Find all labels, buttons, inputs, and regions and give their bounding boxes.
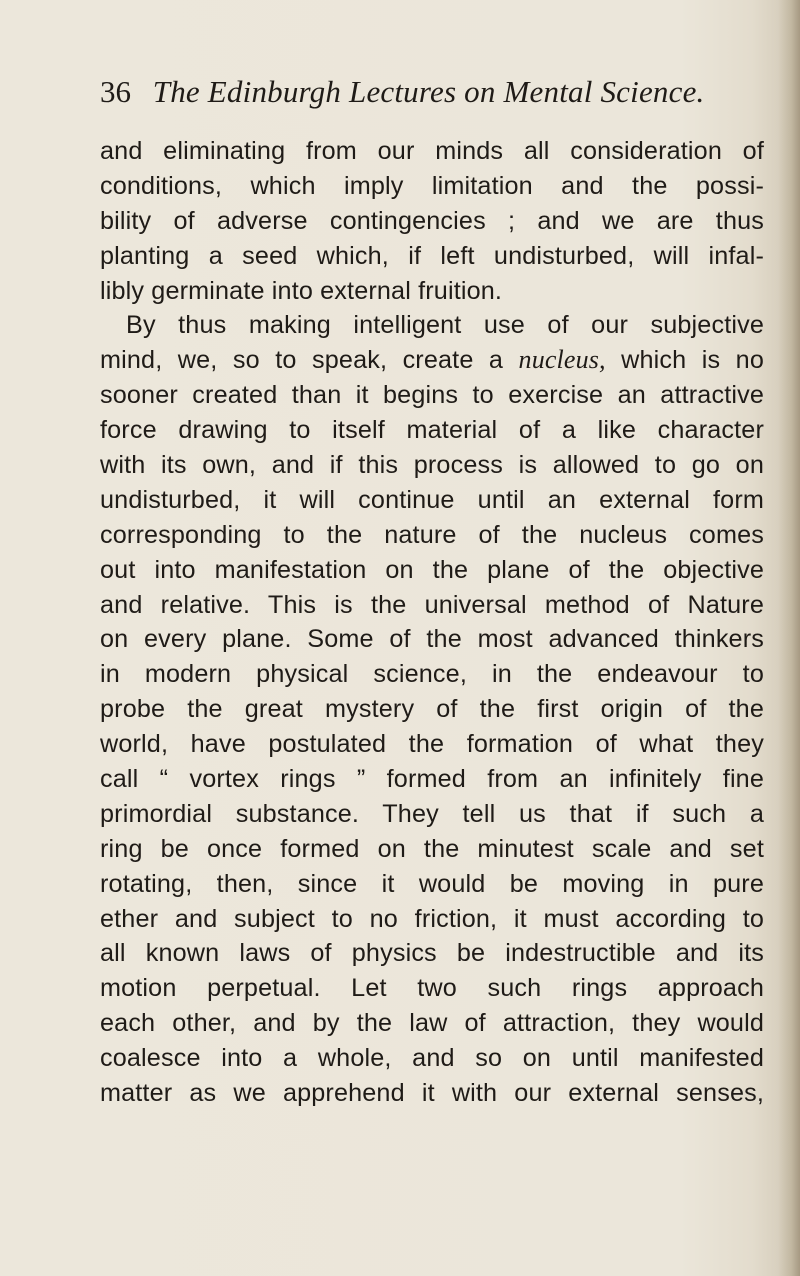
- page-header: [100, 72, 760, 112]
- text-line: with its own, and if this process is allowed to go on: [100, 451, 764, 480]
- text-segment: which is no: [621, 346, 764, 375]
- text-line: matter as we apprehend it with our external senses,: [100, 1079, 764, 1108]
- text-line: By thus making intelligent use of our subjective: [126, 311, 764, 340]
- text-line: primordial substance. They tell us that if such a: [100, 799, 764, 828]
- text-line: out into manifestation on the plane of the objective: [100, 555, 764, 584]
- text-line: and relative. This is the universal method of Nature: [100, 590, 764, 619]
- text-line: coalesce into a whole, and so on until manifested: [100, 1044, 764, 1073]
- text-line: world, have postulated the formation of what they: [100, 730, 764, 759]
- running-title: The Edinburgh Lectures on Mental Science.: [152, 74, 705, 109]
- text-line: libly germinate into external fruition.: [100, 276, 503, 305]
- text-line: undisturbed, it will continue until an external form: [100, 485, 764, 514]
- text-line: ring be once formed on the minutest scale and set: [100, 834, 764, 863]
- text-line: probe the great mystery of the first origin of the: [100, 695, 764, 724]
- page-edge-shadow: [778, 0, 800, 1276]
- body-text: [100, 134, 764, 1111]
- text-line: bility of adverse contingencies ; and we are thus: [100, 206, 764, 235]
- page-number: 36: [100, 74, 131, 109]
- text-line: corresponding to the nature of the nucleus comes: [100, 520, 764, 549]
- text-line: rotating, then, since it would be moving in pure: [100, 869, 764, 898]
- text-line: call “ vortex rings ” formed from an infinitely fine: [100, 765, 764, 794]
- text-line: each other, and by the law of attraction, they would: [100, 1009, 764, 1038]
- text-line: sooner created than it begins to exercise an attractive: [100, 381, 764, 410]
- text-segment: mind, we, so to speak, create a: [100, 346, 504, 375]
- text-line: all known laws of physics be indestructible and its: [100, 939, 764, 968]
- italic-word-nucleus: nucleus,: [518, 345, 606, 375]
- text-line: ether and subject to no friction, it must according to: [100, 904, 764, 933]
- text-line: planting a seed which, if left undisturbed, will infal-: [100, 241, 764, 270]
- text-line: [100, 343, 764, 378]
- text-line: force drawing to itself material of a like character: [100, 416, 764, 445]
- text-line: on every plane. Some of the most advanced thinkers: [100, 625, 764, 654]
- text-line: and eliminating from our minds all consideration of: [100, 137, 764, 165]
- text-line: motion perpetual. Let two such rings approach: [100, 974, 764, 1003]
- text-line: conditions, which imply limitation and the possi-: [100, 171, 764, 200]
- text-line: in modern physical science, in the endeavour to: [100, 660, 764, 689]
